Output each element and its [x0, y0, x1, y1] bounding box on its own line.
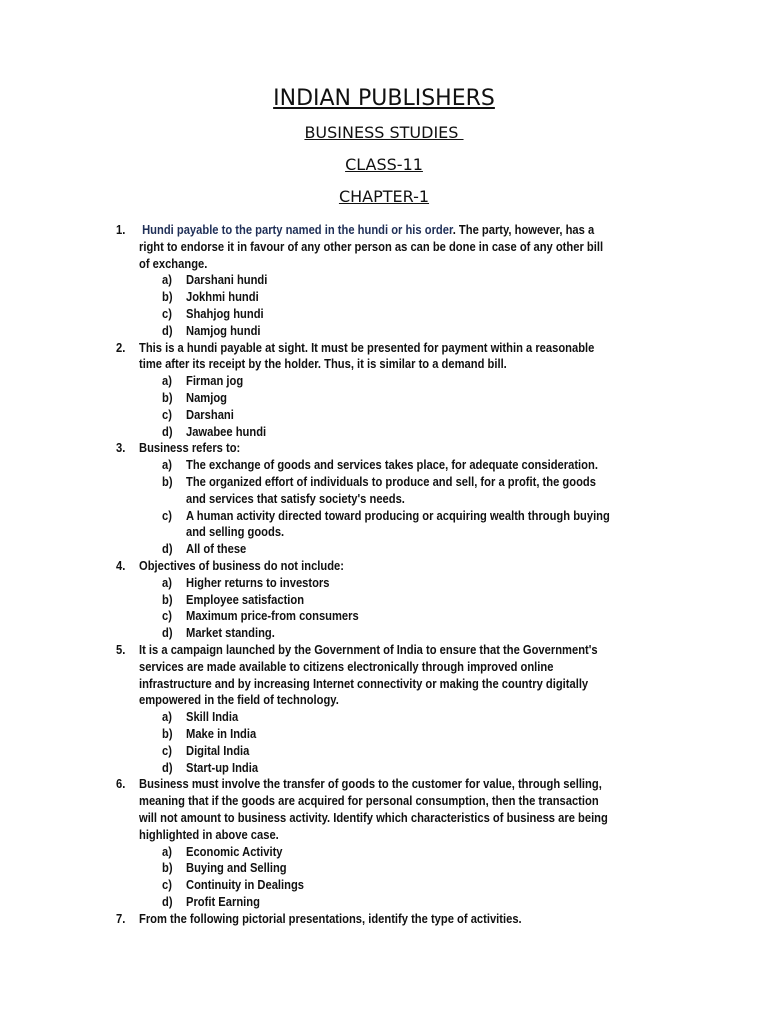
option-text: Maximum price-from consumers	[186, 608, 359, 624]
option-letter: b)	[162, 726, 173, 741]
option-text: The exchange of goods and services takes place, for adequate consideration.	[186, 457, 598, 473]
question-text-line: empowered in the field of technology.	[139, 692, 339, 708]
option-text: Skill India	[186, 709, 239, 725]
option-text: Darshani	[186, 406, 234, 422]
question-text-line: meaning that if the goods are acquired for personal consumption, then the transaction	[139, 793, 599, 809]
question-number: 3.	[116, 440, 126, 456]
option-text: Profit Earning	[186, 894, 260, 909]
option-letter: c)	[162, 742, 172, 758]
question-text-line: time after its receipt by the holder. Thus, it is similar to a demand bill.	[139, 356, 507, 372]
question-number: 6.	[116, 776, 126, 792]
option-letter: c)	[162, 877, 172, 893]
option-letter: a)	[162, 574, 172, 590]
question-text-line: infrastructure and by increasing Internet connectivity or making the country digitally	[139, 675, 589, 691]
question-highlight-text: Hundi payable to the party named in the hundi or his order	[139, 222, 453, 237]
question-number: 7.	[116, 910, 126, 926]
option-text: Digital India	[186, 742, 250, 758]
question-number: 4.	[116, 558, 126, 573]
question-text-line: services are made available to citizens electronically through improved online	[139, 658, 554, 674]
subject-title: BUSINESS STUDIES	[304, 123, 464, 142]
option-letter: a)	[162, 373, 172, 389]
option-letter: d)	[162, 759, 173, 775]
option-text: Jawabee hundi	[186, 423, 267, 439]
option-letter: d)	[162, 625, 173, 641]
question-number: 2.	[116, 339, 126, 355]
class-title: CLASS-11	[345, 155, 423, 174]
question-text-line: Business refers to:	[139, 440, 241, 456]
option-letter: c)	[162, 306, 172, 321]
publisher-title: INDIAN PUBLISHERS	[273, 86, 495, 111]
option-text: Namjog hundi	[186, 322, 261, 338]
question-text-line: right to endorse it in favour of any other person as can be done in case of any other bill	[139, 238, 604, 254]
option-letter: d)	[162, 322, 173, 338]
option-letter: d)	[162, 423, 173, 439]
option-text: All of these	[186, 541, 247, 557]
question-text: . The party, however, has a	[452, 222, 595, 237]
option-text: Start-up India	[186, 759, 259, 775]
option-letter: d)	[162, 541, 173, 557]
question-text-line: This is a hundi payable at sight. It must be presented for payment within a reasonable	[139, 339, 595, 355]
option-text: Continuity in Dealings	[186, 877, 305, 893]
option-text: Make in India	[186, 726, 257, 741]
option-text: Shahjog hundi	[186, 306, 264, 321]
option-letter: c)	[162, 406, 172, 422]
chapter-title: CHAPTER-1	[338, 187, 430, 206]
option-letter: a)	[162, 843, 172, 859]
option-letter: d)	[162, 894, 173, 909]
question-text-line: Business must involve the transfer of goods to the customer for value, through selling,	[139, 776, 602, 792]
option-letter: b)	[162, 591, 173, 607]
option-text: The organized effort of individuals to produce and sell, for a profit, the goods	[186, 474, 596, 489]
option-text: and services that satisfy society's needs.	[186, 490, 405, 506]
question-text-line	[139, 222, 594, 238]
option-letter: b)	[162, 390, 173, 405]
option-letter: b)	[162, 474, 173, 489]
option-text: Employee satisfaction	[186, 591, 305, 607]
option-text: Jokhmi hundi	[186, 289, 259, 305]
option-letter: c)	[162, 507, 172, 523]
question-text-line: will not amount to business activity. Identify which characteristics of business are being	[139, 810, 608, 825]
question-text-line: of exchange.	[139, 255, 208, 271]
question-text-line: It is a campaign launched by the Government of India to ensure that the Government's	[139, 642, 598, 657]
option-letter: a)	[162, 457, 172, 473]
option-letter: b)	[162, 289, 173, 305]
option-text: and selling goods.	[186, 524, 285, 540]
option-text: A human activity directed toward producing or acquiring wealth through buying	[186, 507, 610, 523]
question-text-line: Objectives of business do not include:	[139, 558, 345, 573]
option-text: Economic Activity	[186, 843, 283, 859]
option-text: Higher returns to investors	[186, 574, 330, 590]
option-letter: a)	[162, 272, 172, 288]
question-number: 1.	[116, 222, 126, 237]
option-text: Namjog	[186, 390, 227, 405]
question-text-line: highlighted in above case.	[139, 826, 279, 842]
option-letter: a)	[162, 709, 172, 725]
option-text: Firman jog	[186, 373, 244, 389]
option-text: Market standing.	[186, 625, 275, 641]
question-text-line: From the following pictorial presentations, identify the type of activities.	[139, 910, 522, 926]
option-text: Darshani hundi	[186, 272, 268, 288]
option-letter: b)	[162, 860, 173, 876]
option-text: Buying and Selling	[186, 860, 287, 876]
question-number: 5.	[116, 642, 126, 657]
option-letter: c)	[162, 608, 172, 624]
